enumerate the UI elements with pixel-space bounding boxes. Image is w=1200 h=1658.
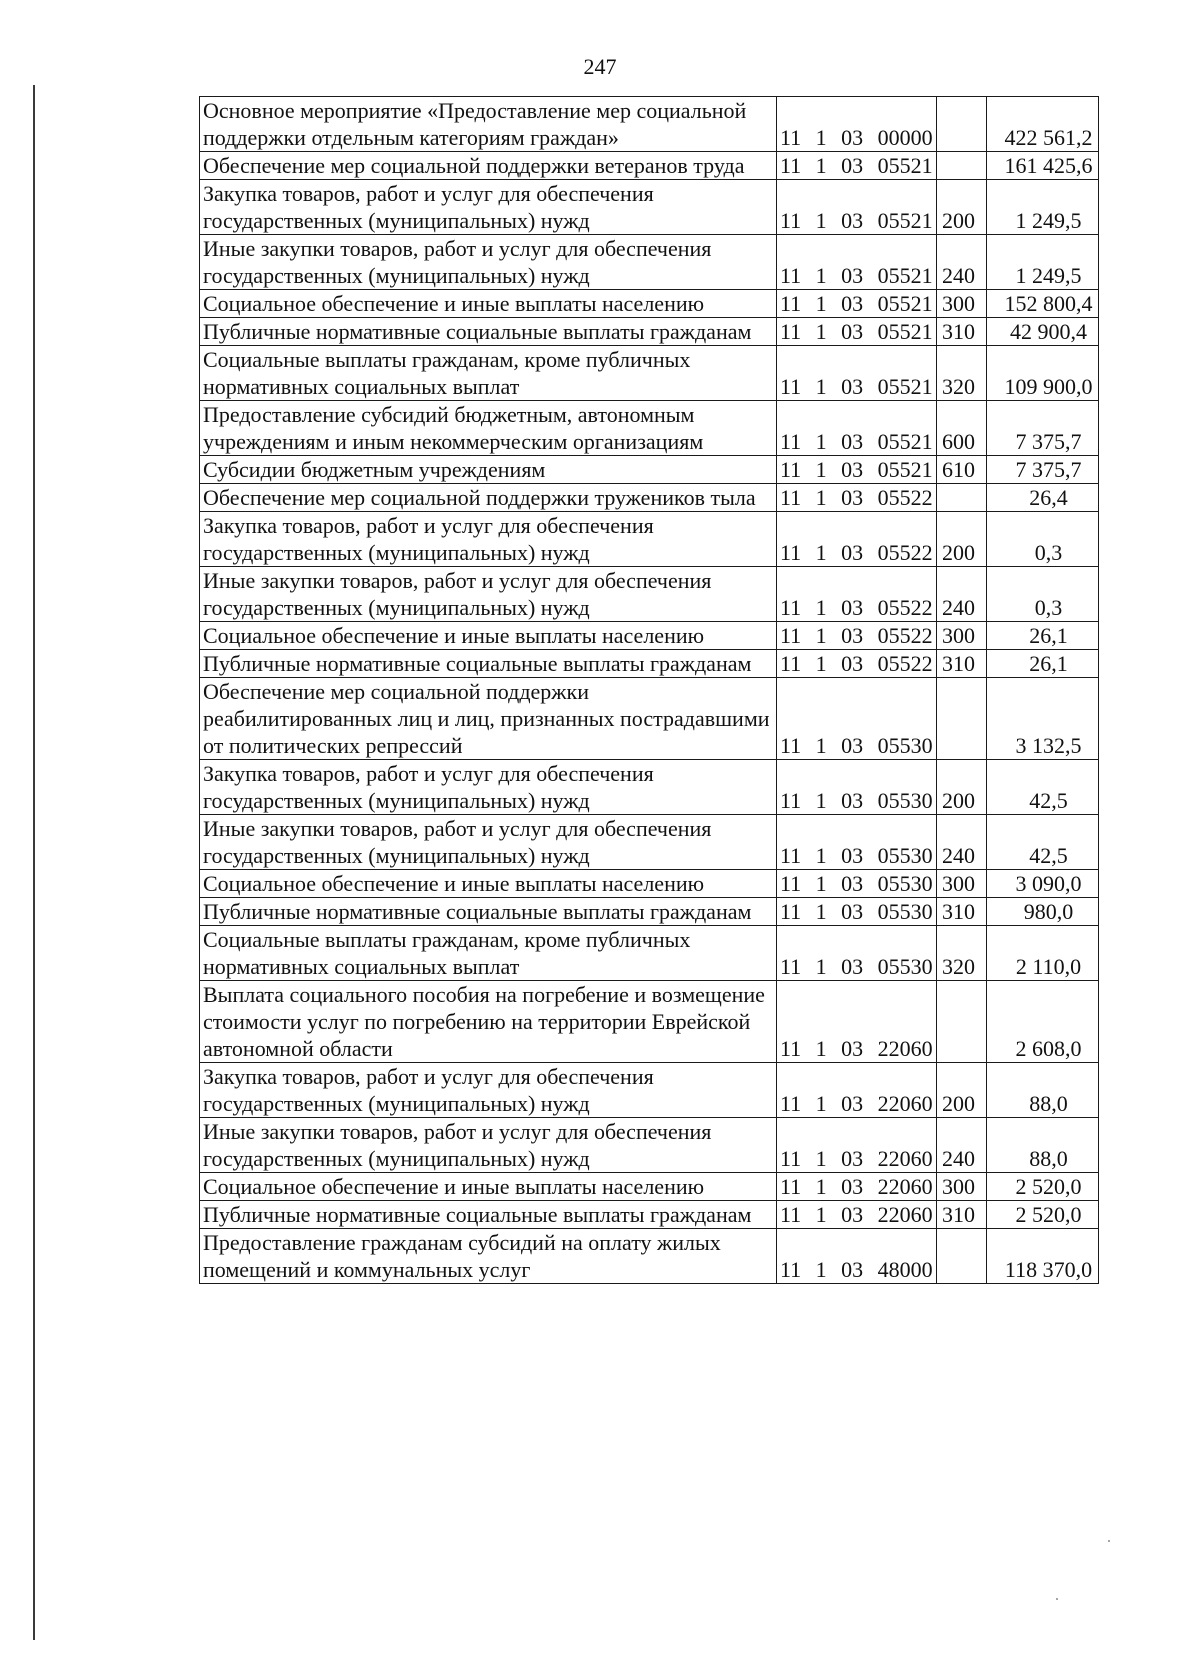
table-row — [200, 1063, 1099, 1118]
page-number: 247 — [583, 54, 617, 79]
table-row — [200, 346, 1099, 401]
row-amount-cell: 26,4 — [987, 484, 1099, 512]
row-name-cell: Публичные нормативные социальные выплаты гражданам — [200, 898, 777, 926]
row-name-cell: Социальное обеспечение и иные выплаты населению — [200, 290, 777, 318]
row-expense-type-code: 200 — [937, 1063, 987, 1118]
row-amount-cell: 3 090,0 — [987, 870, 1099, 898]
row-name-cell: Иные закупки товаров, работ и услуг для обеспечения государственных (муниципальных) нужд — [200, 1118, 777, 1173]
row-amount-cell: 2 608,0 — [987, 981, 1099, 1063]
row-name-cell: Обеспечение мер социальной поддержки реабилитированных лиц и лиц, признанных пострадавшими от политических репрессий — [200, 678, 777, 760]
table-row — [200, 760, 1099, 815]
table-row — [200, 981, 1099, 1063]
scan-speck — [1056, 1598, 1058, 1600]
row-expense-type-code: 240 — [937, 235, 987, 290]
row-amount-cell: 1 249,5 — [987, 235, 1099, 290]
row-amount-cell: 26,1 — [987, 622, 1099, 650]
row-target-article-code: 11 1 03 05521 — [777, 290, 937, 318]
row-target-article-code: 11 1 03 22060 — [777, 1173, 937, 1201]
row-target-article-code: 11 1 03 05530 — [777, 815, 937, 870]
row-amount-cell: 88,0 — [987, 1118, 1099, 1173]
row-name-cell: Закупка товаров, работ и услуг для обеспечения государственных (муниципальных) нужд — [200, 512, 777, 567]
row-target-article-code: 11 1 03 48000 — [777, 1229, 937, 1284]
row-expense-type-code: 600 — [937, 401, 987, 456]
row-target-article-code: 11 1 03 05530 — [777, 870, 937, 898]
row-name-cell: Закупка товаров, работ и услуг для обеспечения государственных (муниципальных) нужд — [200, 1063, 777, 1118]
row-expense-type-code: 310 — [937, 1201, 987, 1229]
row-name-cell: Публичные нормативные социальные выплаты гражданам — [200, 650, 777, 678]
table-row — [200, 926, 1099, 981]
row-name-cell: Иные закупки товаров, работ и услуг для обеспечения государственных (муниципальных) нужд — [200, 235, 777, 290]
row-name-cell: Обеспечение мер социальной поддержки ветеранов труда — [200, 152, 777, 180]
row-amount-cell: 0,3 — [987, 567, 1099, 622]
row-amount-cell: 42,5 — [987, 760, 1099, 815]
row-name-cell: Публичные нормативные социальные выплаты гражданам — [200, 1201, 777, 1229]
row-target-article-code: 11 1 03 05521 — [777, 180, 937, 235]
row-expense-type-code: 310 — [937, 318, 987, 346]
table-row — [200, 650, 1099, 678]
row-name-cell: Закупка товаров, работ и услуг для обеспечения государственных (муниципальных) нужд — [200, 760, 777, 815]
row-expense-type-code: 240 — [937, 815, 987, 870]
row-target-article-code: 11 1 03 05530 — [777, 926, 937, 981]
row-name-cell: Выплата социального пособия на погребение и возмещение стоимости услуг по погребению на территории Еврейской автономной области — [200, 981, 777, 1063]
table-row — [200, 870, 1099, 898]
row-target-article-code: 11 1 03 05522 — [777, 512, 937, 567]
row-expense-type-code: 300 — [937, 622, 987, 650]
table-row — [200, 1201, 1099, 1229]
table-row — [200, 1229, 1099, 1284]
row-name-cell: Иные закупки товаров, работ и услуг для обеспечения государственных (муниципальных) нужд — [200, 815, 777, 870]
row-target-article-code: 11 1 03 05521 — [777, 456, 937, 484]
row-target-article-code: 11 1 03 05522 — [777, 622, 937, 650]
row-target-article-code: 11 1 03 00000 — [777, 97, 937, 152]
row-amount-cell: 88,0 — [987, 1063, 1099, 1118]
row-expense-type-code: 240 — [937, 1118, 987, 1173]
row-name-cell: Социальное обеспечение и иные выплаты населению — [200, 622, 777, 650]
table-row — [200, 401, 1099, 456]
row-expense-type-code: 310 — [937, 898, 987, 926]
row-amount-cell: 7 375,7 — [987, 456, 1099, 484]
row-expense-type-code — [937, 981, 987, 1063]
table-row — [200, 456, 1099, 484]
row-expense-type-code: 300 — [937, 1173, 987, 1201]
row-amount-cell: 2 520,0 — [987, 1173, 1099, 1201]
budget-table-body — [200, 97, 1099, 1284]
table-row — [200, 290, 1099, 318]
row-expense-type-code: 310 — [937, 650, 987, 678]
row-expense-type-code: 300 — [937, 290, 987, 318]
row-expense-type-code — [937, 152, 987, 180]
row-amount-cell: 161 425,6 — [987, 152, 1099, 180]
budget-table — [199, 96, 1099, 1284]
row-name-cell: Социальные выплаты гражданам, кроме публичных нормативных социальных выплат — [200, 346, 777, 401]
table-row — [200, 152, 1099, 180]
row-target-article-code: 11 1 03 05522 — [777, 567, 937, 622]
row-expense-type-code: 200 — [937, 760, 987, 815]
row-expense-type-code: 320 — [937, 346, 987, 401]
row-target-article-code: 11 1 03 22060 — [777, 1201, 937, 1229]
row-target-article-code: 11 1 03 22060 — [777, 981, 937, 1063]
row-name-cell: Иные закупки товаров, работ и услуг для обеспечения государственных (муниципальных) нужд — [200, 567, 777, 622]
row-name-cell: Обеспечение мер социальной поддержки тружеников тыла — [200, 484, 777, 512]
row-expense-type-code — [937, 97, 987, 152]
table-row — [200, 484, 1099, 512]
row-expense-type-code: 320 — [937, 926, 987, 981]
table-row — [200, 1118, 1099, 1173]
table-row — [200, 180, 1099, 235]
row-target-article-code: 11 1 03 05521 — [777, 235, 937, 290]
row-expense-type-code — [937, 484, 987, 512]
row-amount-cell: 42,5 — [987, 815, 1099, 870]
row-amount-cell: 422 561,2 — [987, 97, 1099, 152]
table-row — [200, 678, 1099, 760]
row-name-cell: Субсидии бюджетным учреждениям — [200, 456, 777, 484]
row-target-article-code: 11 1 03 05522 — [777, 484, 937, 512]
table-row — [200, 1173, 1099, 1201]
row-expense-type-code: 240 — [937, 567, 987, 622]
row-name-cell: Предоставление гражданам субсидий на оплату жилых помещений и коммунальных услуг — [200, 1229, 777, 1284]
row-expense-type-code: 200 — [937, 512, 987, 567]
row-amount-cell: 26,1 — [987, 650, 1099, 678]
row-amount-cell: 118 370,0 — [987, 1229, 1099, 1284]
row-target-article-code: 11 1 03 05521 — [777, 346, 937, 401]
row-expense-type-code: 200 — [937, 180, 987, 235]
row-amount-cell: 1 249,5 — [987, 180, 1099, 235]
row-name-cell: Закупка товаров, работ и услуг для обеспечения государственных (муниципальных) нужд — [200, 180, 777, 235]
row-expense-type-code — [937, 1229, 987, 1284]
row-amount-cell: 2 110,0 — [987, 926, 1099, 981]
row-amount-cell: 980,0 — [987, 898, 1099, 926]
table-row — [200, 815, 1099, 870]
row-target-article-code: 11 1 03 05522 — [777, 650, 937, 678]
row-target-article-code: 11 1 03 05521 — [777, 152, 937, 180]
row-amount-cell: 152 800,4 — [987, 290, 1099, 318]
row-amount-cell: 2 520,0 — [987, 1201, 1099, 1229]
row-name-cell: Основное мероприятие «Предоставление мер социальной поддержки отдельным категориям граждан» — [200, 97, 777, 152]
row-target-article-code: 11 1 03 22060 — [777, 1118, 937, 1173]
row-name-cell: Публичные нормативные социальные выплаты гражданам — [200, 318, 777, 346]
table-row — [200, 512, 1099, 567]
row-name-cell: Социальное обеспечение и иные выплаты населению — [200, 870, 777, 898]
table-row — [200, 898, 1099, 926]
row-expense-type-code: 610 — [937, 456, 987, 484]
row-name-cell: Предоставление субсидий бюджетным, автономным учреждениям и иным некоммерческим организациям — [200, 401, 777, 456]
table-row — [200, 235, 1099, 290]
row-amount-cell: 3 132,5 — [987, 678, 1099, 760]
row-target-article-code: 11 1 03 22060 — [777, 1063, 937, 1118]
row-expense-type-code: 300 — [937, 870, 987, 898]
table-row — [200, 622, 1099, 650]
scan-binding-edge — [33, 85, 35, 1640]
row-amount-cell: 0,3 — [987, 512, 1099, 567]
row-target-article-code: 11 1 03 05530 — [777, 760, 937, 815]
row-expense-type-code — [937, 678, 987, 760]
table-row — [200, 318, 1099, 346]
row-amount-cell: 7 375,7 — [987, 401, 1099, 456]
row-target-article-code: 11 1 03 05521 — [777, 401, 937, 456]
table-row — [200, 97, 1099, 152]
table-row — [200, 567, 1099, 622]
scan-speck — [1108, 1540, 1110, 1542]
row-amount-cell: 42 900,4 — [987, 318, 1099, 346]
row-target-article-code: 11 1 03 05530 — [777, 678, 937, 760]
row-name-cell: Социальные выплаты гражданам, кроме публичных нормативных социальных выплат — [200, 926, 777, 981]
row-amount-cell: 109 900,0 — [987, 346, 1099, 401]
row-target-article-code: 11 1 03 05530 — [777, 898, 937, 926]
row-name-cell: Социальное обеспечение и иные выплаты населению — [200, 1173, 777, 1201]
row-target-article-code: 11 1 03 05521 — [777, 318, 937, 346]
